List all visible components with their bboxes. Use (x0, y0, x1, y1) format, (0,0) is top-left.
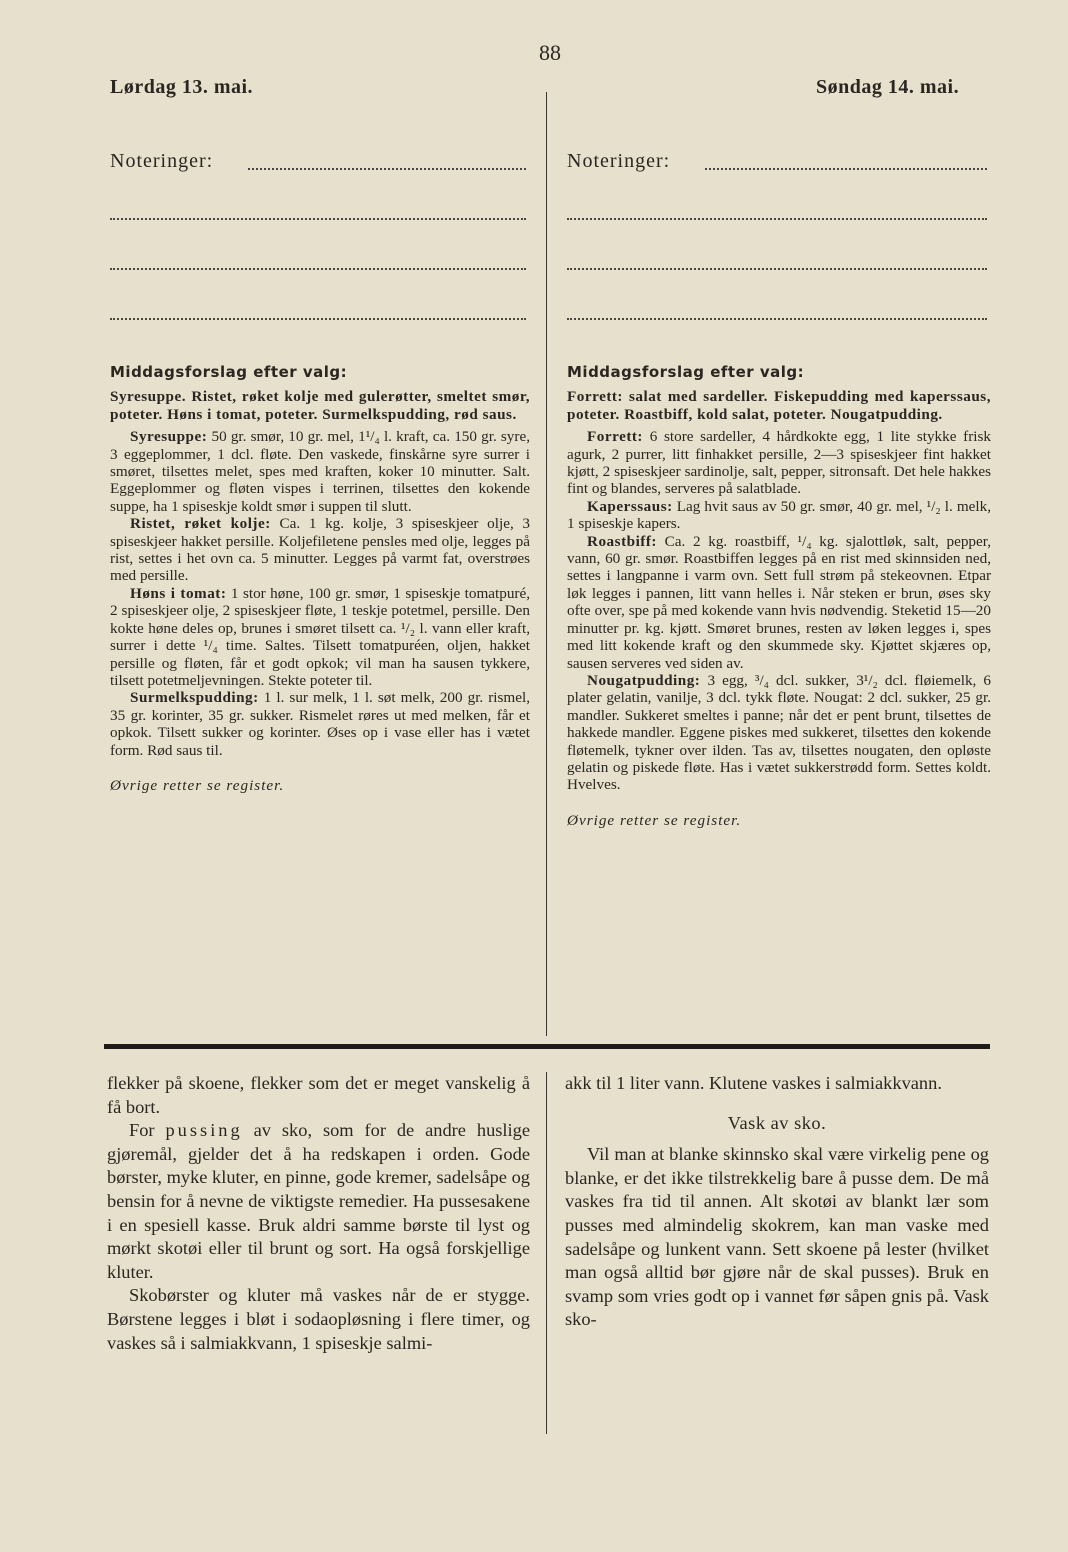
recipe (567, 533, 991, 672)
body-text-right (565, 1072, 989, 1332)
section-divider (104, 1044, 990, 1049)
recipe-name: Roastbiff: (587, 532, 657, 550)
recipe-name: Høns i tomat: (130, 584, 227, 602)
recipe-text: Lag hvit saus av 50 gr. smør, 40 gr. mel, ¹/₂ l. melk, 1 spiseskje kapers. (567, 497, 991, 533)
recipe (567, 672, 991, 794)
paragraph: Skobørster og kluter må vaskes når de er stygge. Børstene legges i bløt i sodaopløsning i flere timer, og vaskes så i salmiakkvann, 1 spiseskje salmi- (107, 1285, 530, 1353)
notes-label-right: Noteringer: (567, 150, 671, 172)
menu-heading: Middagsforslag efter valg: (110, 363, 348, 381)
menu-footer: Øvrige retter se register. (110, 776, 285, 794)
text-run: For (129, 1120, 155, 1141)
notes-line (567, 268, 987, 270)
column-divider-bottom (546, 1072, 547, 1434)
menu-footer: Øvrige retter se register. (567, 811, 742, 829)
recipe-name: Ristet, røket kolje: (130, 515, 271, 533)
paragraph: Vil man at blanke skinnsko skal være virkelig pene og blanke, er det ikke tilstrekkelig bare å pusse dem. De må vaskes fra tid til annen. Alt skotøi av blankt lær som pusses med almindelig skokrem, kan man vaske med sadelsåpe og lunkent vann. Sett skoene på lester (hvilket man også alltid bør gjøre når de skal pusses). Bruk en svamp som vries godt op i vannet før såpen gnis på. Vask sko- (565, 1144, 989, 1330)
recipe (567, 498, 991, 533)
recipe-text: 50 gr. smør, 10 gr. mel, 1¹/₄ l. kraft, ca. 150 gr. syre, 3 eggeplommer, 1 dcl. fløte. Den vaskede, finskårne syre surrer i smøret, tilsettes melet, spes med kraften, koker 10 minutter. Salt. Eggeplommer og fløten vispes i terrinen, tilsettes den kokende suppe, ha 1 spiseskje koldt smør i suppen til slutt. (110, 428, 530, 515)
recipe-text: 6 store sardeller, 4 hårdkokte egg, 1 lite stykke frisk agurk, 2 purrer, litt finhakket persille, 2—3 spiseskjeer fint hakket kjøtt, 2 spiseskjeer sardinolje, salt, pepper, sitronsaft. Det hele hakkes fint og blandes, serveres på salatblade. (567, 428, 991, 498)
column-divider-top (546, 92, 547, 1036)
notes-line (248, 168, 526, 170)
recipe-name: Nougatpudding: (587, 671, 701, 689)
page-number: 88 (539, 40, 561, 65)
menu-overview: Forrett: salat med sardeller. Fiskepudding med kaperssaus, poteter. Roastbiff, kold salat, poteter. Nougatpudding. (567, 388, 991, 423)
notes-line (110, 268, 526, 270)
recipe (567, 428, 991, 498)
recipe-text: Ca. 1 kg. kolje, 3 spiseskjeer olje, 3 spiseskjeer hakket persille. Koljefiletene pensles med olje, legges på rist, settes i het ovn ca. 5 minutter. Legges på varmt fat, overstrøes med persille. (110, 515, 531, 585)
paragraph: flekker på skoene, flekker som det er meget vanskelig å få bort. (107, 1073, 530, 1117)
recipe-text: 3 egg, ³/₄ dcl. sukker, 3¹/₂ dcl. fløiemelk, 6 plater gelatin, vanilje, 3 dcl. tykk fløte. Nougat: 2 dcl. sukker, 25 gr. mandler. Sukkeret smeltes i panne; når det er pent brunt, tilsettes de hakkede mandler. Eggene piskes med sukkeret, tilsettes den kokende fløtemelk, tykner over ilden. Tas av, tilsettes nougaten, den opløste gelatin og piskede fløte. Has i vætet sukkerstrødd form. Settes koldt. Hvelves. (567, 671, 991, 794)
notes-label-left: Noteringer: (110, 150, 214, 172)
recipe-name: Forrett: (587, 428, 643, 446)
notes-line (567, 318, 987, 320)
recipe (110, 585, 530, 689)
notes-line (110, 318, 526, 320)
menu-overview: Syresuppe. Ristet, røket kolje med gulerøtter, smeltet smør, poteter. Høns i tomat, poteter. Surmelkspudding, rød saus. (110, 388, 530, 423)
menu-suggestions-right (567, 364, 991, 829)
notes-line (110, 218, 526, 220)
recipe-text: 1 l. sur melk, 1 l. søt melk, 200 gr. rismel, 35 gr. korinter, 35 gr. sukker. Rismelet røres ut med melken, får et opkok. Tilsett sukker og korinter. Øses op i vase eller has i vætet form. Rød saus til. (110, 689, 531, 759)
section-heading: Vask av sko. (727, 1112, 827, 1133)
menu-heading: Middagsforslag efter valg: (567, 363, 805, 381)
notes-line (567, 218, 987, 220)
recipe-text: Ca. 2 kg. roastbiff, ¹/₄ kg. sjalottløk, salt, pepper, vann, 60 gr. smør. Roastbiffen legges på en rist med skinnsiden ned, settes i langpanne i varm ovn. Sett full strøm på stekeovnen. Etpar løk legges i pannen, litt vann helles i. Når steken er brun, øses sky ofte over, spe på med kokende vann hvis nødvendig. Steketid 15—20 minutter pr. kg. kjøtt. Smøret brunes, resten av løken legges i, spes med litt kokende kraft og den skummede sky. Kjøttet skjæres op, sausen serveres ved siden av. (567, 532, 991, 672)
recipe (110, 689, 530, 759)
notes-line (705, 168, 987, 170)
day-title-sunday: Søndag 14. mai. (816, 76, 960, 98)
recipe (110, 428, 530, 515)
body-text-left (107, 1072, 530, 1355)
text-run: av sko, som for de andre huslige gjøremål, gjelder det å ha redskapen i orden. Gode børster, myke kluter, en pinne, gode kremer, sadelsåpe og bensin for å nevne de viktigste remedier. Ha pussesakene i en spesiell kasse. Bruk aldri samme børste til lyst og mørkt skotøi eller til brunt og sort. Ha også forskjellige kluter. (107, 1120, 531, 1282)
day-title-saturday: Lørdag 13. mai. (110, 76, 254, 98)
paragraph: akk til 1 liter vann. Klutene vaskes i salmiakkvann. (565, 1073, 942, 1093)
recipe-name: Surmelkspudding: (130, 689, 259, 707)
menu-suggestions-left (110, 364, 530, 794)
paragraph (107, 1119, 530, 1284)
recipe-name: Syresuppe: (130, 428, 208, 446)
recipe-name: Kaperssaus: (587, 497, 673, 515)
recipe-text: 1 stor høne, 100 gr. smør, 1 spiseskje tomatpuré, 2 spiseskjeer olje, 2 spiseskjeer fløte, 1 teskje potetmel, persille. Den kokte høne deles op, brunes i smøret tilsett ca. ¹/₂ l. vann eller kraft, surrer i dette ¹/₄ time. Saltes. Tilsett tomatpuréen, oljen, hakket persille og fløten, får et godt opkok; vil man ha sausen tykkere, tilsett potetmeljevningen. Stekte poteter til. (110, 584, 531, 689)
recipe (110, 515, 530, 585)
spaced-word: pussing (165, 1120, 243, 1141)
